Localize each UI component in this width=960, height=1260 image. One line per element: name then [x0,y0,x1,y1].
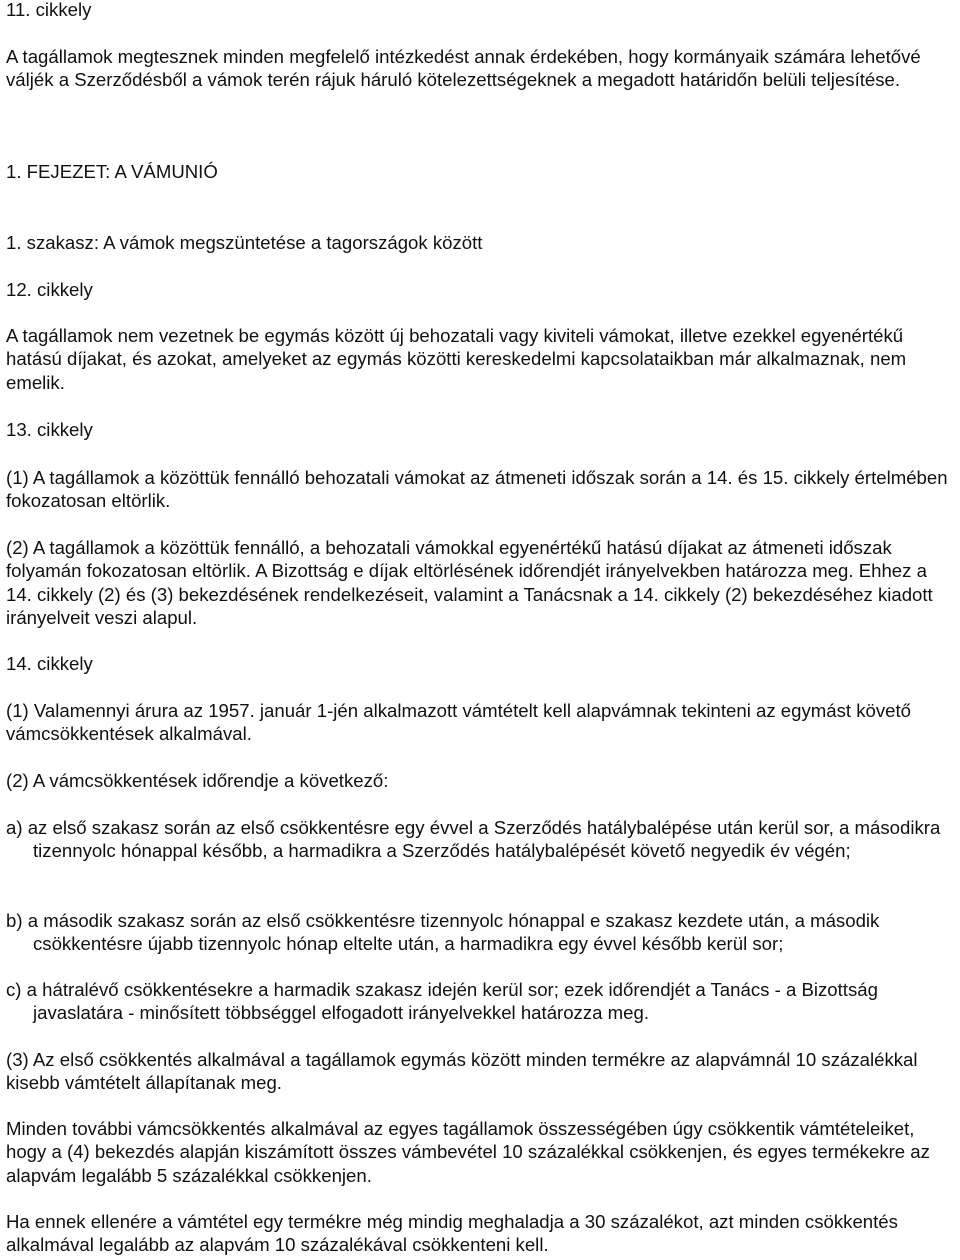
article-14-paragraph-2: (2) A vámcsökkentések időrendje a következő: [6,770,389,791]
article-13-paragraph-2: (2) A tagállamok a közöttük fennálló, a behozatali vámokkal egyenértékű hatású díjakat az átmeneti időszak folyamán fokozatosan eltörlik. A Bizottság e díjak eltörlésének időrendjét irányelvekben határozza meg. Ehhez a 14. cikkely (2) és (3) bekezdésének rendelkezéseit, valamint a Tanácsnak a 14. cikkely (2) bekezdéséhez kiadott irányelveit veszi alapul. [6,537,933,628]
article-11-heading: 11. cikkely [6,0,92,20]
list-item-a: a) az első szakasz során az első csökkentésre egy évvel a Szerződés hatálybalépése után kerül sor, a másodikra tizennyolc hónappal később, a harmadikra a Szerződés hatálybalépését követő negyedik év végén; [6,817,941,862]
article-14-paragraph-1: (1) Valamennyi árura az 1957. január 1-jén alkalmazott vámtételt kell alapvámnak tekinteni az egymást követő vámcsökkentések alkalmával. [6,700,912,745]
list-item-c: c) a hátralévő csökkentésekre a harmadik szakasz idején kerül sor; ezek időrendjét a Tanács - a Bizottság javaslatára - minősített többséggel elfogadott irányelvekkel határozza meg. [6,979,878,1024]
article-14-heading: 14. cikkely [6,653,93,674]
article-12-text: A tagállamok nem vezetnek be egymás között új behozatali vagy kiviteli vámokat, illetve ezekkel egyenértékű hatású díjakat, és azokat, amelyeket az egymás közötti kereskedelmi kapcsolataikban már alkalmaznak, nem emelik. [6,325,907,393]
article-14-paragraph-3: (3) Az első csökkentés alkalmával a tagállamok egymás között minden termékre az alapvámnál 10 százalékkal kisebb vámtételt állapítanak meg. [6,1049,918,1094]
section-1-heading: 1. szakasz: A vámok megszüntetése a tagországok között [6,232,483,253]
article-12-heading: 12. cikkely [6,279,93,300]
article-13-heading: 13. cikkely [6,419,93,440]
article-11-text: A tagállamok megtesznek minden megfelelő intézkedést annak érdekében, hogy kormányaik számára lehetővé váljék a Szerződésből a vámok terén rájuk háruló kötelezettségeknek a megadott határidőn belüli teljesítése. [6,46,921,91]
article-14-paragraph-3-continued: Minden további vámcsökkentés alkalmával az egyes tagállamok összességében úgy csökkentik vámtételeiket, hogy a (4) bekezdés alapján kiszámított összes vámbevétel 10 százalékkal csökkenjen, és egyes termékekre az alapvám legalább 5 százalékkal csökkenjen. [6,1118,930,1186]
list-item-b: b) a második szakasz során az első csökkentésre tizennyolc hónappal e szakasz kezdete után, a második csökkentésre újabb tizennyolc hónap eltelte után, a harmadikra egy évvel később kerül sor; [6,910,880,955]
article-14-paragraph-3-final: Ha ennek ellenére a vámtétel egy termékre még mindig meghaladja a 30 százalékot, azt minden csökkentés alkalmával legalább az alapvám 10 százalékával csökkenteni kell. [6,1211,898,1256]
article-13-paragraph-1: (1) A tagállamok a közöttük fennálló behozatali vámokat az átmeneti időszak során a 14. és 15. cikkely értelmében fokozatosan eltörlik. [6,467,948,512]
chapter-1-heading: 1. FEJEZET: A VÁMUNIÓ [6,161,218,182]
